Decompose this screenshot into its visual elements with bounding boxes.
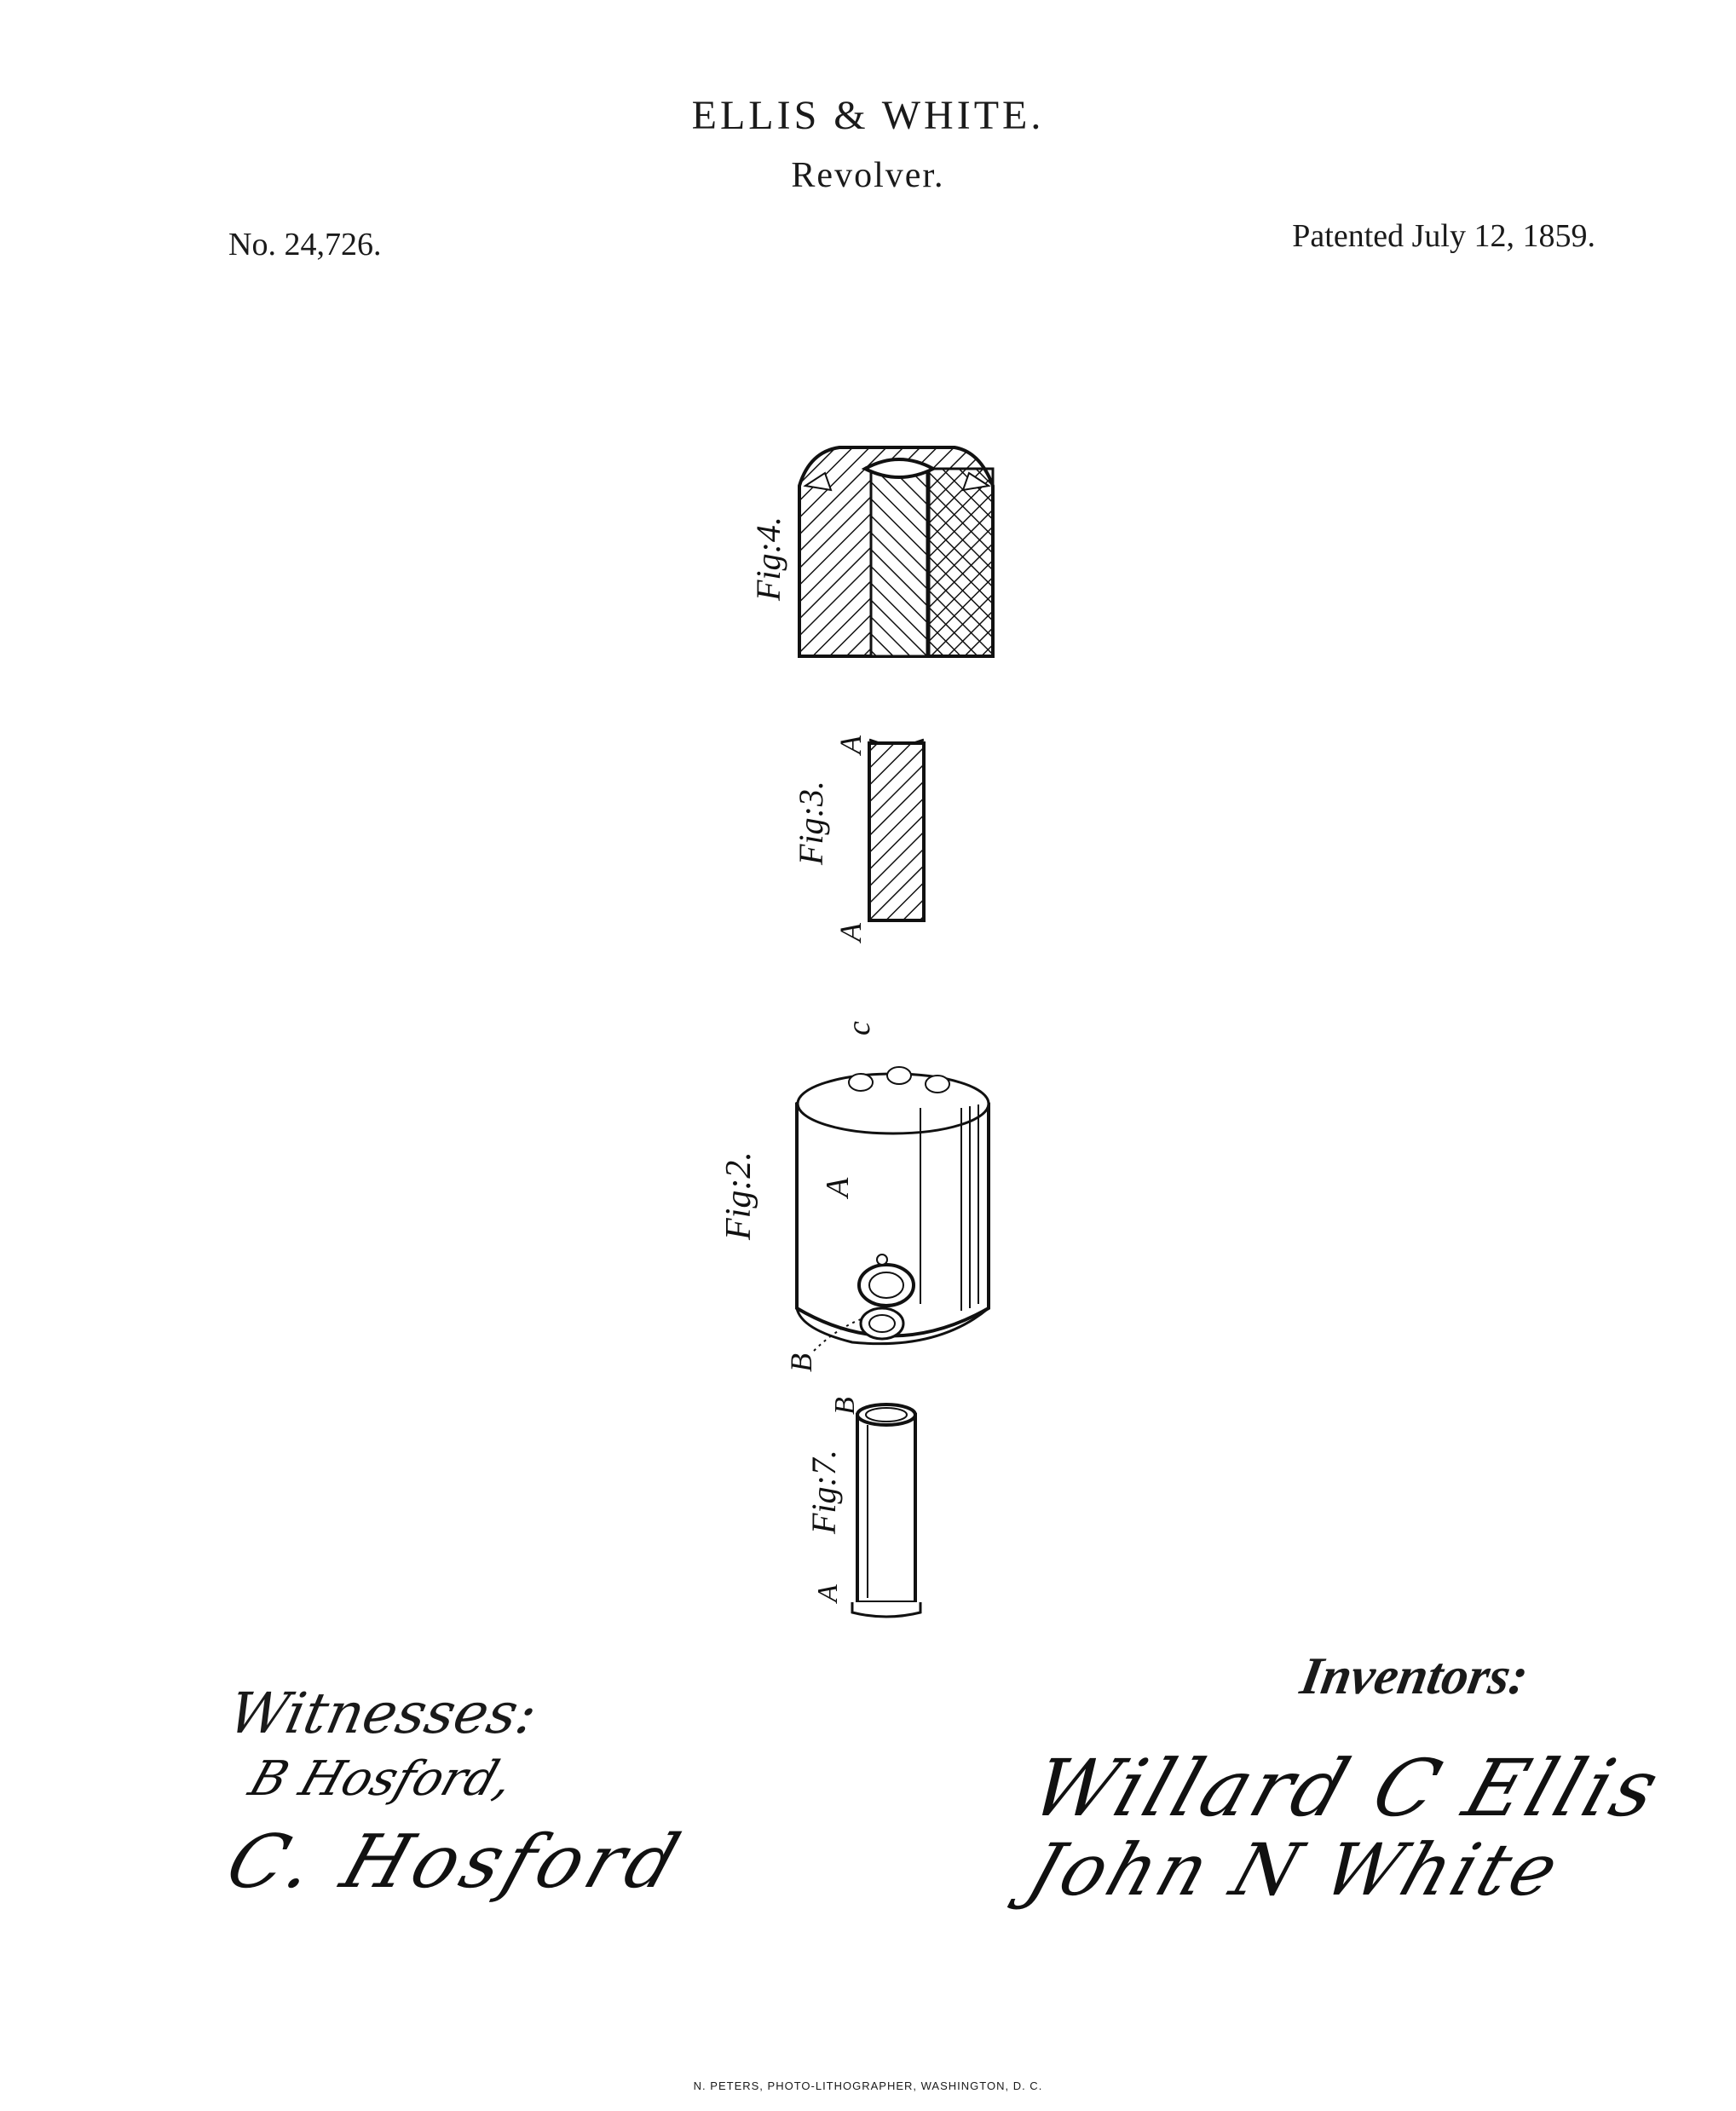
figure-2-label-a: A bbox=[820, 1177, 856, 1197]
witnesses-label: Witnesses: bbox=[222, 1681, 543, 1746]
patent-subtitle: Revolver. bbox=[791, 156, 945, 195]
patent-number: No. 24,726. bbox=[228, 227, 382, 262]
figure-2-label: Fig:2. bbox=[719, 1151, 758, 1240]
inventor-signature-1: Willard C Ellis bbox=[1020, 1743, 1673, 1834]
figure-2-label-b: B bbox=[784, 1353, 818, 1372]
figure-7-label-b: B bbox=[829, 1397, 861, 1415]
patent-date: Patented July 12, 1859. bbox=[1292, 218, 1595, 254]
figure-2-label-c: c bbox=[841, 1021, 877, 1035]
figure-3-label: Fig:3. bbox=[792, 781, 830, 865]
figure-4-drawing bbox=[799, 447, 993, 656]
figure-3-label-a-bottom: A bbox=[833, 923, 868, 942]
lithographer-imprint: N. PETERS, PHOTO-LITHOGRAPHER, WASHINGTON, D. C. bbox=[693, 2079, 1043, 2092]
inventors-label: Inventors: bbox=[1295, 1647, 1533, 1705]
figure-3-label-a-top: A bbox=[833, 735, 868, 754]
figure-4-label: Fig:4. bbox=[749, 516, 787, 601]
inventor-signature-2: John N White bbox=[1018, 1828, 1572, 1912]
figure-3-drawing bbox=[869, 740, 924, 920]
witness-signature-1: B Hosford, bbox=[242, 1751, 521, 1807]
figure-2-drawing bbox=[797, 1067, 989, 1351]
figure-7-label-a: A bbox=[812, 1584, 844, 1602]
patent-title: ELLIS & WHITE. bbox=[691, 93, 1045, 138]
witness-signature-2: C. Hosford bbox=[216, 1820, 695, 1905]
figure-7-label: Fig:7. bbox=[805, 1450, 843, 1534]
figure-7-drawing bbox=[852, 1404, 920, 1617]
